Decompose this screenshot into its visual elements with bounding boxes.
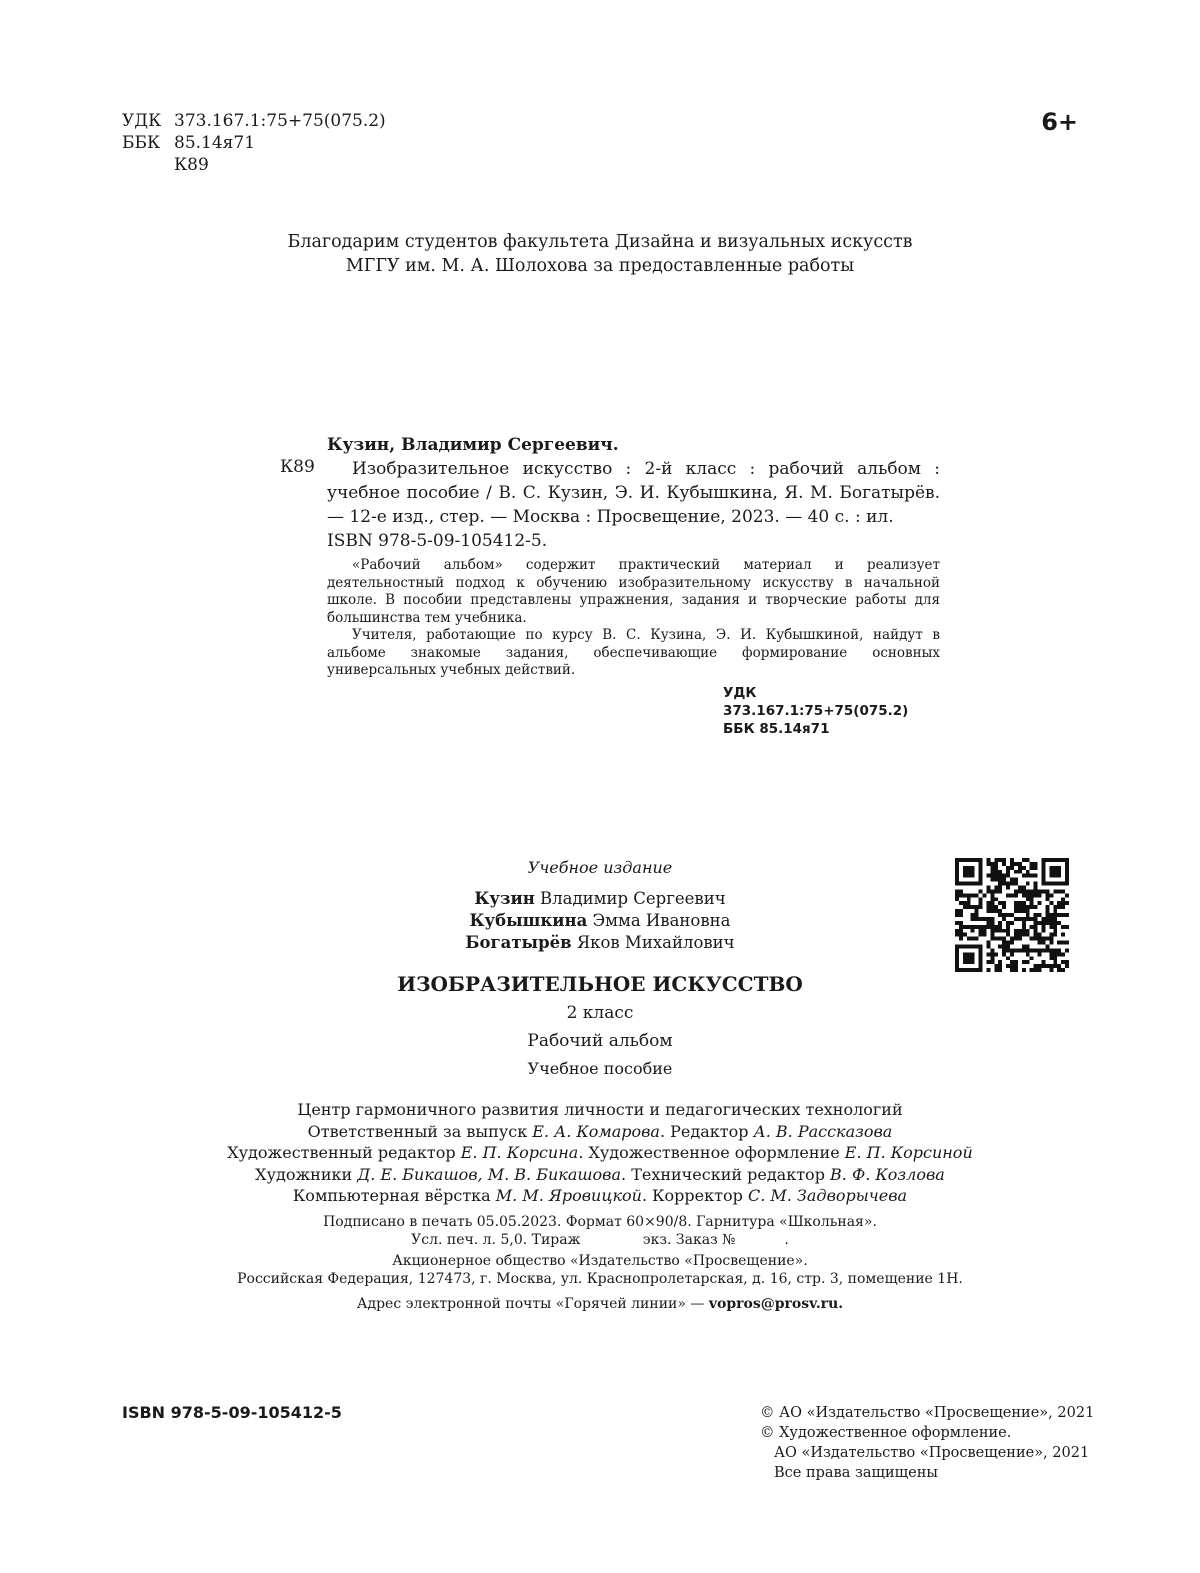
footer-isbn: ISBN 978-5-09-105412-5 (122, 1403, 342, 1422)
proof-name: С. М. Задворычева (747, 1186, 908, 1205)
copyright-line-3: АО «Издательство «Просвещение», 2021 (774, 1445, 1090, 1461)
resp-name: Е. А. Комарова (532, 1121, 660, 1141)
record-udk: УДК 373.167.1:75+75(075.2) (723, 684, 909, 719)
hotline-label: Адрес электронной почты «Горячей линии» — (356, 1296, 705, 1312)
credits-block (0, 1099, 1200, 1207)
acknowledgement (0, 230, 1200, 278)
author-3-surname: Богатырёв (465, 933, 572, 952)
record-annotation (280, 557, 940, 680)
record-description: Изобразительное искусство : 2-й класс : рабочий альбом : учебное пособие / В. С. Кузин, Э. И. Кубышкина, Я. М. Богатырёв. — 12-е изд., стер. — Москва : Просвещение, 2023. — 40 с. : ил. (327, 459, 940, 527)
bibliographic-record (280, 433, 940, 738)
author-1-surname: Кузин (474, 889, 535, 908)
copyright-line-2: © Художественное оформление. (760, 1425, 1012, 1441)
print-line-2: Усл. печ. л. 5,0. Тираж экз. Заказ № . (411, 1232, 789, 1248)
record-classification (280, 684, 940, 738)
author-1 (0, 888, 1200, 910)
tech-name: В. Ф. Козлова (830, 1164, 945, 1184)
copyright-rights: Все права защищены (774, 1465, 938, 1481)
age-rating: 6+ (1041, 108, 1078, 136)
udk-label: УДК (122, 111, 162, 131)
print-line-1: Подписано в печать 05.05.2023. Формат 60×90/8. Гарнитура «Школьная». (323, 1214, 877, 1230)
author-3 (0, 932, 1200, 954)
record-isbn: ISBN 978-5-09-105412-5. (327, 531, 548, 551)
bbk-label: ББК (122, 133, 161, 153)
editor-name: А. В. Рассказова (753, 1121, 893, 1141)
publisher-info (0, 1252, 1200, 1288)
annotation-paragraph-2: Учителя, работающие по курсу В. С. Кузина, Э. И. Кубышкиной, найдут в альбоме знакомые задания, обеспечивающие формирование основных универсальных учебных действий. (327, 627, 940, 678)
book-title: ИЗОБРАЗИТЕЛЬНОЕ ИСКУССТВО (397, 972, 803, 996)
annotation-paragraph-1: «Рабочий альбом» содержит практический материал и реализует деятельностный подход к обучению изобразительному искусству в начальной школе. В пособии представлены упражнения, задания и творческие работы для большинства тем учебника. (327, 557, 940, 626)
copyright-line-1: © АО «Издательство «Просвещение», 2021 (760, 1405, 1095, 1421)
edition-type: Учебное издание (527, 858, 673, 877)
bbk-value: 85.14я71 (174, 133, 256, 153)
layout-label: Компьютерная вёрстка (292, 1186, 491, 1205)
author-3-name: Яков Михайлович (576, 933, 735, 952)
layout-name: М. М. Яровицкой (495, 1186, 642, 1205)
credits-center: Центр гармоничного развития личности и педагогических технологий (297, 1100, 903, 1119)
artists-label: Художники (255, 1164, 353, 1184)
classification-block (122, 110, 386, 176)
acknowledgement-line-1: Благодарим студентов факультета Дизайна и визуальных искусств (287, 232, 913, 252)
record-code: К89 (280, 457, 315, 477)
design-label: Художественное оформление (588, 1143, 840, 1162)
art-editor-label: Художественный редактор (227, 1143, 456, 1162)
record-bbk: ББК 85.14я71 (723, 720, 830, 737)
credits-line-3: Художники Д. Е. Бикашов, М. В. Бикашова. Технический редактор В. Ф. Козлова (255, 1164, 945, 1184)
author-mark: К89 (174, 155, 209, 175)
credits-line-4: Компьютерная вёрстка М. М. Яровицкой. Корректор С. М. Задворычева (292, 1186, 908, 1205)
proof-label: Корректор (652, 1186, 743, 1205)
publisher-line-2: Российская Федерация, 127473, г. Москва, ул. Краснопролетарская, д. 16, стр. 3, помещение 1Н. (237, 1271, 963, 1287)
print-info (0, 1213, 1200, 1249)
tech-label: Технический редактор (631, 1164, 825, 1184)
resp-label: Ответственный за выпуск (307, 1121, 528, 1141)
udk-value: 373.167.1:75+75(075.2) (174, 111, 386, 131)
book-kind: Рабочий альбом (527, 1031, 673, 1051)
acknowledgement-line-2: МГГУ им. М. А. Шолохова за предоставленные работы (345, 256, 855, 276)
book-grade: 2 класс (566, 1003, 634, 1023)
copyright-block (760, 1403, 1094, 1483)
credits-line-1: Ответственный за выпуск Е. А. Комарова. Редактор А. В. Рассказова (307, 1121, 893, 1141)
author-2-name: Эмма Ивановна (592, 911, 731, 930)
record-author: Кузин, Владимир Сергеевич. (327, 435, 619, 455)
design-name: Е. П. Корсиной (844, 1143, 973, 1162)
art-editor-name: Е. П. Корсина (460, 1143, 579, 1162)
hotline (0, 1295, 1200, 1313)
editor-label: Редактор (670, 1121, 749, 1141)
author-2-surname: Кубышкина (469, 911, 588, 930)
credits-line-2: Художественный редактор Е. П. Корсина. Художественное оформление Е. П. Корсиной (227, 1143, 973, 1162)
authors-list (0, 888, 1200, 954)
hotline-email: vopros@prosv.ru. (708, 1296, 844, 1312)
artists-names: Д. Е. Бикашов, М. В. Бикашова (357, 1164, 622, 1184)
book-genre: Учебное пособие (527, 1059, 673, 1078)
publisher-line-1: Акционерное общество «Издательство «Просвещение». (392, 1253, 808, 1269)
author-2 (0, 910, 1200, 932)
author-1-name: Владимир Сергеевич (540, 889, 726, 908)
